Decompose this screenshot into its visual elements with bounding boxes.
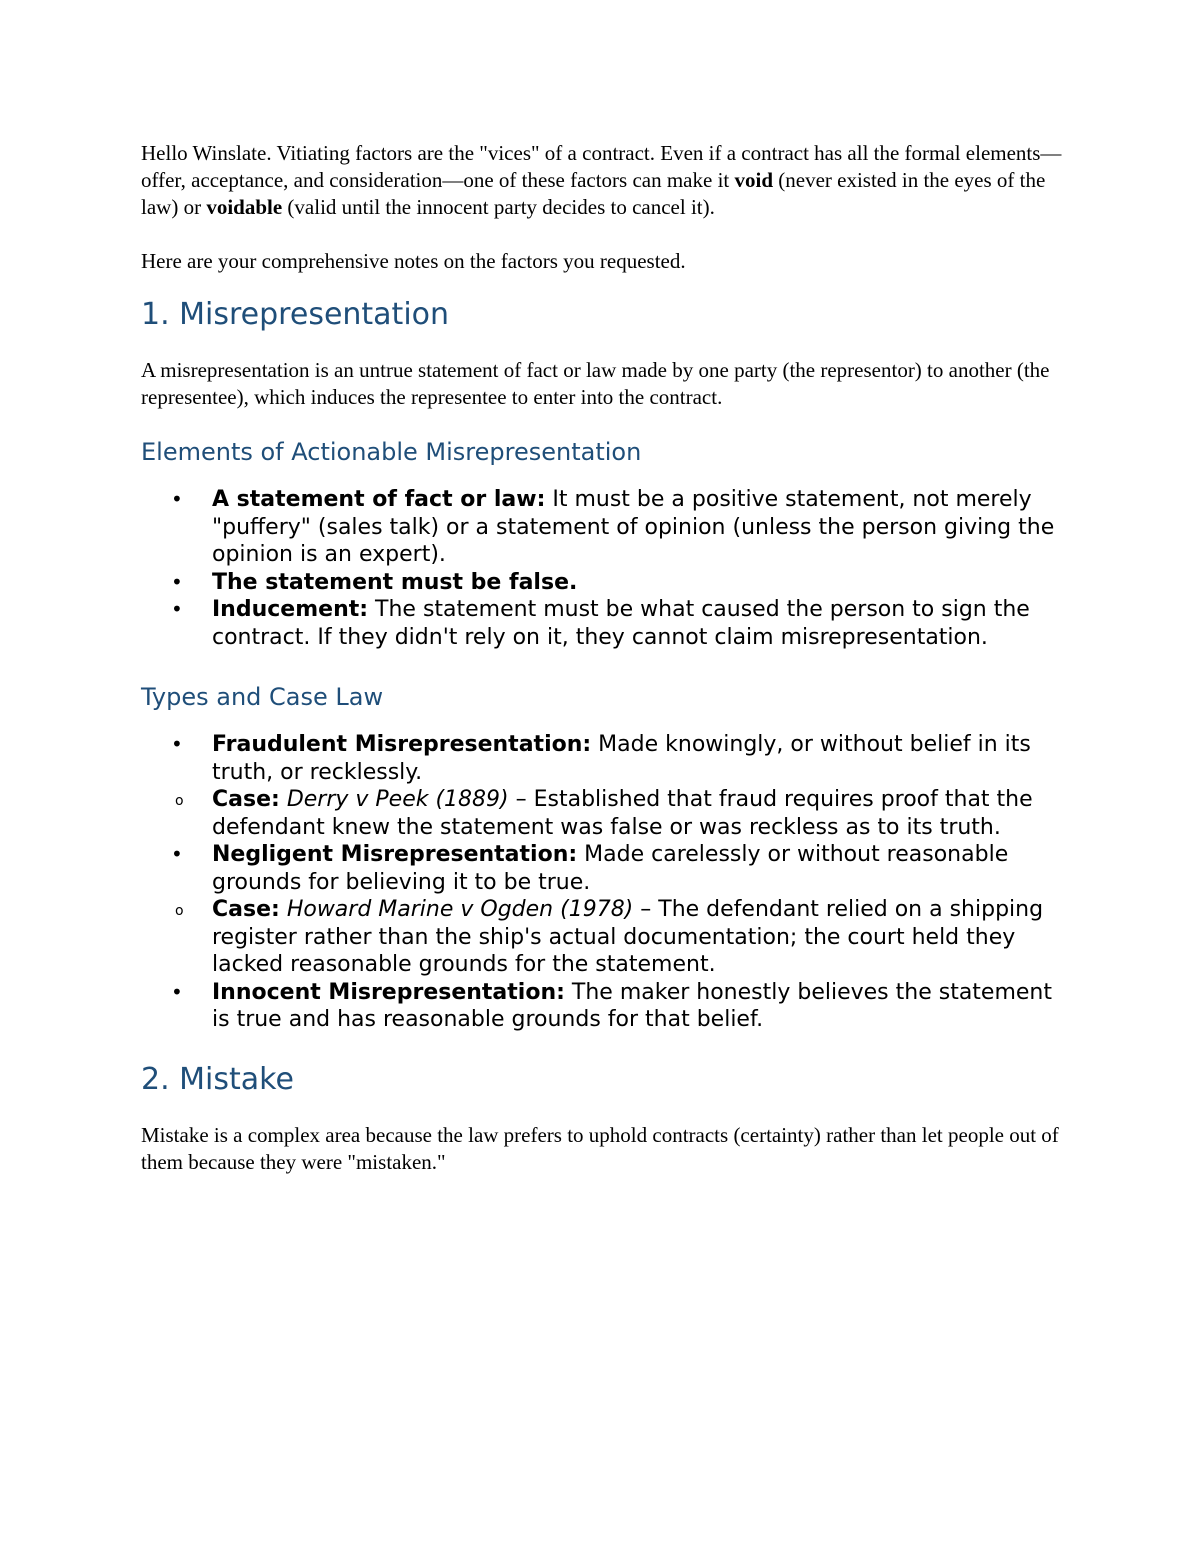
voidable-term: voidable — [206, 195, 283, 219]
case-sublist — [141, 786, 1066, 841]
item-bold: Fraudulent Misrepresentation: — [212, 732, 592, 757]
item-bold: Inducement: — [212, 597, 369, 622]
elements-heading: Elements of Actionable Misrepresentation — [141, 438, 642, 466]
bullet-icon: • — [171, 732, 183, 756]
types-heading: Types and Case Law — [141, 683, 384, 711]
bullet-icon: • — [171, 842, 183, 866]
item-text: Made knowingly, or without belief in its truth, or recklessly. — [212, 732, 1031, 785]
item-bold: Innocent Misrepresentation: — [212, 979, 565, 1005]
item-text: It must be a positive statement, not merely "puffery" (sales talk) or a statement of opinion (unless the person giving the opinion is an expert). — [212, 487, 1055, 567]
list-item — [141, 979, 1066, 1034]
section-2-title: 2. Mistake — [141, 1061, 294, 1097]
list-item — [141, 731, 1066, 841]
item-bold: The statement must be false. — [212, 569, 578, 595]
intro-paragraph — [141, 140, 1066, 221]
list-item — [141, 596, 1066, 651]
case-text: – Established that fraud requires proof that the defendant knew the statement was false or was reckless as to its truth. — [212, 787, 1033, 840]
notes-paragraph: Here are your comprehensive notes on the factors you requested. — [141, 249, 686, 273]
case-sublist — [141, 896, 1066, 979]
case-name: Derry v Peek (1889) — [286, 787, 509, 812]
bullet-icon: • — [171, 569, 183, 594]
mistake-definition: Mistake is a complex area because the law prefers to uphold contracts (certainty) rather than let people out of them because they were "mistaken." — [141, 1122, 1059, 1174]
intro-text-2: (never existed in the eyes of the law) or — [141, 168, 1046, 219]
item-bold: Negligent Misrepresentation: — [212, 842, 578, 867]
item-text: The statement must be what caused the person to sign the contract. If they didn't rely on it, they cannot claim misrepresentation. — [212, 597, 1030, 650]
section-1-title: 1. Misrepresentation — [141, 297, 450, 332]
void-term: void — [734, 168, 774, 192]
circle-bullet-icon: o — [175, 793, 184, 809]
document-page — [141, 140, 1066, 1176]
case-label: Case: — [212, 897, 280, 922]
case-item — [141, 786, 1066, 841]
case-item — [141, 896, 1066, 979]
case-label: Case: — [212, 787, 280, 812]
types-list — [141, 731, 1066, 1034]
circle-bullet-icon: o — [175, 903, 184, 919]
list-item — [141, 486, 1066, 569]
bullet-icon: • — [171, 597, 183, 621]
item-text: Made carelessly or without reasonable grounds for believing it to be true. — [212, 842, 1009, 895]
bullet-icon: • — [171, 487, 183, 511]
item-text: The maker honestly believes the statement is true and has reasonable grounds for that belief. — [212, 979, 1052, 1032]
item-bold: A statement of fact or law: — [212, 487, 546, 512]
list-item — [141, 841, 1066, 979]
intro-text-1: Hello Winslate. Vitiating factors are the "vices" of a contract. Even if a contract has all the formal elements—offer, acceptance, and consideration—one of these factors can make it — [141, 141, 1062, 192]
list-item — [141, 569, 1066, 597]
case-name: Howard Marine v Ogden (1978) — [286, 897, 634, 922]
intro-text-3: (valid until the innocent party decides to cancel it). — [282, 195, 715, 219]
misrepresentation-definition: A misrepresentation is an untrue statement of fact or law made by one party (the representor) to another (the representee), which induces the representee to enter into the contract. — [141, 358, 1050, 409]
bullet-icon: • — [171, 979, 183, 1004]
elements-list — [141, 486, 1066, 651]
case-text: – The defendant relied on a shipping register rather than the ship's actual documentation; the court held they lacked reasonable grounds for the statement. — [212, 897, 1044, 977]
